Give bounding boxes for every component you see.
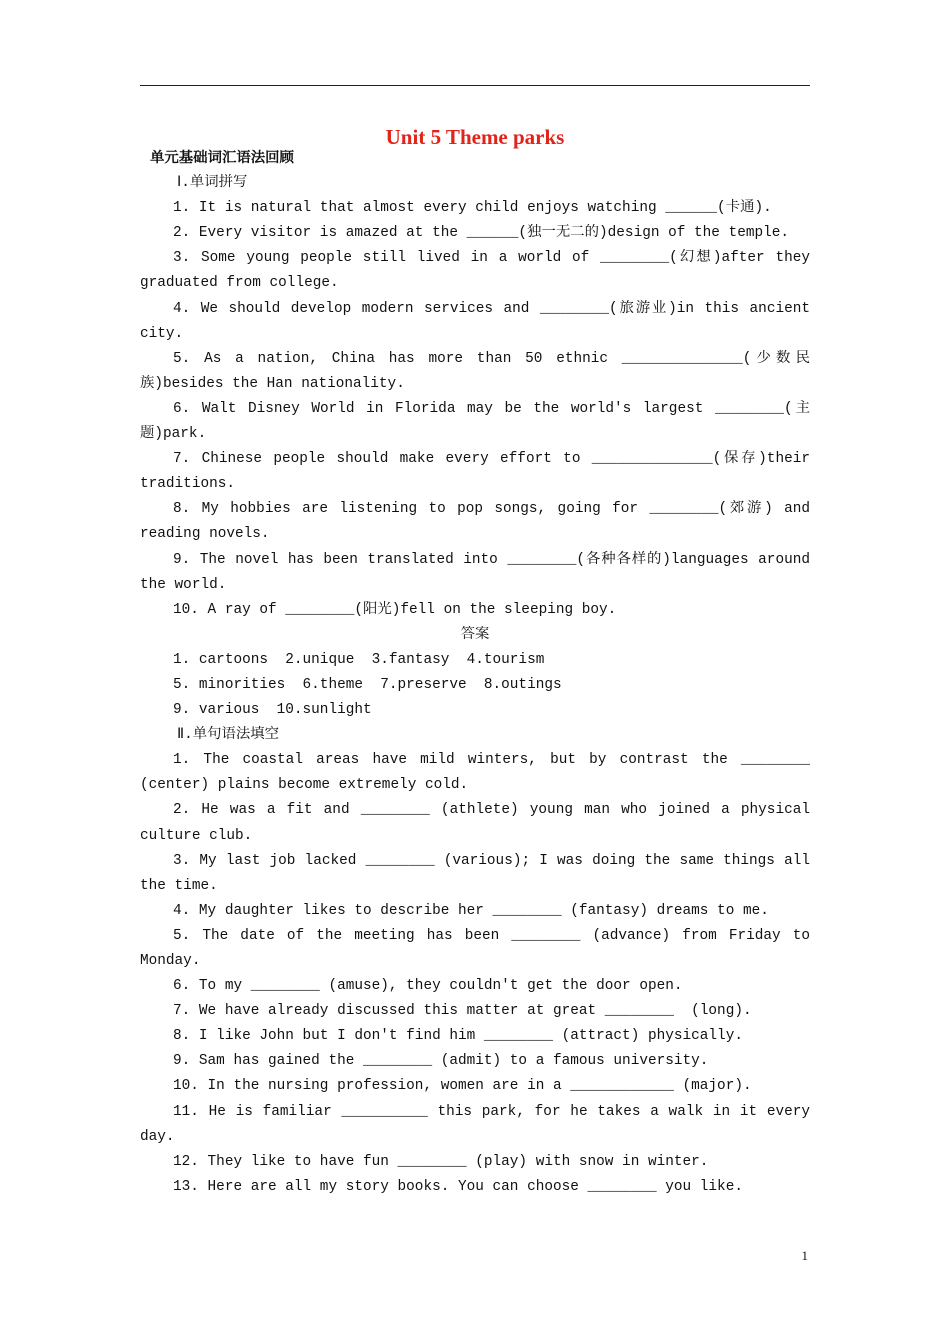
exercise-line: 11. He is familiar __________ this park, for he takes a walk in it every xyxy=(173,1103,810,1120)
section-1-exercises xyxy=(140,196,810,623)
page-number: 1 xyxy=(801,1248,808,1263)
answer-line: 1. cartoons 2.unique 3.fantasy 4.tourism xyxy=(173,651,545,668)
exercise-line: graduated from college. xyxy=(140,275,339,292)
exercise-line: 2. Every visitor is amazed at the ______(独一无二的)design of the temple. xyxy=(173,225,790,242)
exercise-line: 12. They like to have fun ________ (play) with snow in winter. xyxy=(173,1153,709,1170)
exercise-line: 题)park. xyxy=(140,426,207,443)
section-1-label: Ⅰ.单词拼写 xyxy=(177,175,248,192)
exercise-line: 9. The novel has been translated into ________(各种各样的)languages around xyxy=(173,551,810,568)
document-body xyxy=(140,146,810,1200)
exercise-line: 5. The date of the meeting has been ________ (advance) from Friday to xyxy=(173,927,810,944)
exercise-line: 3. Some young people still lived in a world of ________(幻想)after they xyxy=(173,250,810,267)
exercise-line: 族)besides the Han nationality. xyxy=(140,375,405,392)
exercise-line: 10. A ray of ________(阳光)fell on the sleeping boy. xyxy=(173,601,617,618)
exercise-line: the world. xyxy=(140,576,227,593)
exercise-line: day. xyxy=(140,1128,175,1145)
answer-label: 答案 xyxy=(460,626,490,643)
exercise-line: 6. Walt Disney World in Florida may be the world's largest ________(主 xyxy=(173,400,810,417)
exercise-line: the time. xyxy=(140,877,218,894)
section-2-exercises xyxy=(140,748,810,1200)
exercise-line: traditions. xyxy=(140,476,235,493)
exercise-line: 4. My daughter likes to describe her ________ (fantasy) dreams to me. xyxy=(173,902,769,919)
section-2-label: Ⅱ.单句语法填空 xyxy=(177,727,280,744)
exercise-line: 3. My last job lacked ________ (various); I was doing the same things all xyxy=(173,852,810,869)
section-heading: 单元基础词汇语法回顾 xyxy=(150,150,294,166)
header-rule xyxy=(140,85,810,86)
page-title: Unit 5 Theme parks xyxy=(385,125,565,149)
answer-line: 9. various 10.sunlight xyxy=(173,702,372,719)
exercise-line: culture club. xyxy=(140,827,253,844)
exercise-line: 7. Chinese people should make every effort to ______________(保存)their xyxy=(173,451,810,468)
exercise-line: 1. The coastal areas have mild winters, but by contrast the ________ xyxy=(173,752,810,769)
exercise-line: 8. My hobbies are listening to pop songs, going for ________(郊游) and xyxy=(173,501,810,518)
exercise-line: 1. It is natural that almost every child enjoys watching ______(卡通). xyxy=(173,200,772,217)
exercise-line: 6. To my ________ (amuse), they couldn't get the door open. xyxy=(173,978,683,995)
exercise-line: city. xyxy=(140,325,184,342)
exercise-line: 2. He was a fit and ________ (athlete) young man who joined a physical xyxy=(173,802,810,819)
answer-line: 5. minorities 6.theme 7.preserve 8.outings xyxy=(173,676,562,693)
exercise-line: (center) plains become extremely cold. xyxy=(140,777,469,794)
exercise-line: 4. We should develop modern services and ________(旅游业)in this ancient xyxy=(173,300,810,317)
section-1-answers xyxy=(140,648,810,723)
exercise-line: 8. I like John but I don't find him ________ (attract) physically. xyxy=(173,1028,743,1045)
exercise-line: 5. As a nation, China has more than 50 ethnic ______________(少数民 xyxy=(173,350,810,367)
exercise-line: 7. We have already discussed this matter at great ________ (long). xyxy=(173,1003,752,1020)
exercise-line: 13. Here are all my story books. You can choose ________ you like. xyxy=(173,1178,743,1195)
exercise-line: 10. In the nursing profession, women are in a ____________ (major). xyxy=(173,1078,752,1095)
exercise-line: reading novels. xyxy=(140,526,270,543)
exercise-line: Monday. xyxy=(140,953,201,969)
exercise-line: 9. Sam has gained the ________ (admit) to a famous university. xyxy=(173,1053,709,1070)
